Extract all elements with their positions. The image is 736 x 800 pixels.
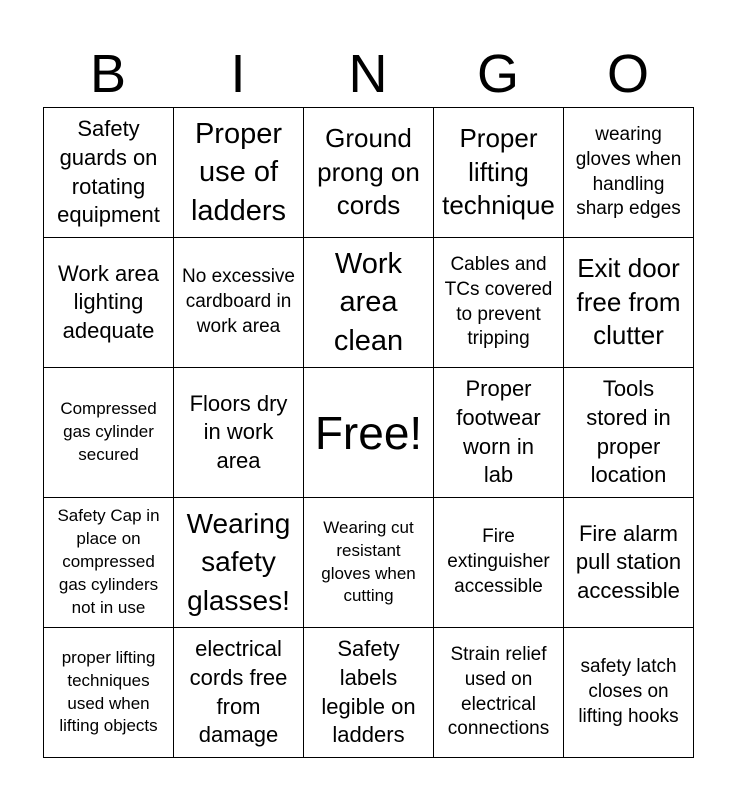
bingo-cell-text: Wearing cut resistant gloves when cutting	[321, 517, 416, 606]
bingo-cell-text: Fire extinguisher accessible	[447, 526, 550, 597]
bingo-cell-text: Cables and TCs covered to prevent tripping	[444, 254, 553, 350]
bingo-cell-r4-c4[interactable]	[434, 498, 564, 628]
bingo-cell-r2-c3[interactable]	[304, 238, 434, 368]
bingo-cell-r1-c1[interactable]	[44, 108, 174, 238]
header-letter-n: N	[348, 44, 388, 104]
header-letter-i: I	[230, 44, 246, 104]
bingo-cell-r5-c2[interactable]	[174, 628, 304, 758]
bingo-cell-r4-c5[interactable]	[564, 498, 694, 628]
bingo-cell-text: wearing gloves when handling sharp edges	[575, 124, 682, 220]
bingo-cell-r1-c2[interactable]	[174, 108, 304, 238]
bingo-cell-r2-c4[interactable]	[434, 238, 564, 368]
bingo-cell-text: Work area lighting adequate	[57, 260, 160, 343]
bingo-cell-r4-c2[interactable]	[174, 498, 304, 628]
bingo-cell-r1-c5[interactable]	[564, 108, 694, 238]
bingo-cell-text: Safety labels legible on ladders	[321, 636, 416, 748]
bingo-cell-text: Tools stored in proper location	[586, 376, 671, 488]
bingo-cell-text: Wearing safety glasses!	[186, 507, 291, 616]
bingo-cell-r3-c3[interactable]	[304, 368, 434, 498]
bingo-cell-text: Exit door free from clutter	[576, 252, 681, 351]
bingo-cell-r3-c1[interactable]	[44, 368, 174, 498]
bingo-cell-r4-c3[interactable]	[304, 498, 434, 628]
bingo-cell-r2-c2[interactable]	[174, 238, 304, 368]
bingo-cell-text: Strain relief used on electrical connections	[447, 644, 550, 740]
bingo-cell-r1-c3[interactable]	[304, 108, 434, 238]
bingo-cell-r4-c1[interactable]	[44, 498, 174, 628]
bingo-cell-r5-c1[interactable]	[44, 628, 174, 758]
bingo-cell-r3-c2[interactable]	[174, 368, 304, 498]
bingo-cell-text: proper lifting techniques used when lifting objects	[59, 647, 158, 736]
header-letter-g: G	[476, 44, 519, 104]
bingo-cell-text: Safety guards on rotating equipment	[57, 116, 160, 228]
bingo-cell-r5-c3[interactable]	[304, 628, 434, 758]
bingo-cell-text: Fire alarm pull station accessible	[575, 520, 682, 603]
bingo-cell-text: Compressed gas cylinder secured	[60, 399, 157, 464]
bingo-cell-text: safety latch closes on lifting hooks	[578, 656, 679, 727]
bingo-cell-r2-c1[interactable]	[44, 238, 174, 368]
bingo-cell-text: Proper lifting technique	[442, 122, 555, 221]
bingo-cell-r3-c5[interactable]	[564, 368, 694, 498]
bingo-cell-text: Work area clean	[333, 248, 404, 357]
bingo-cell-text: Floors dry in work area	[189, 390, 288, 473]
bingo-header	[43, 40, 693, 108]
bingo-cell-text: Proper footwear worn in lab	[456, 376, 541, 488]
bingo-card-grid	[43, 107, 694, 758]
bingo-cell-text: No excessive cardboard in work area	[182, 266, 295, 337]
bingo-cell-r3-c4[interactable]	[434, 368, 564, 498]
header-letter-o: O	[606, 44, 649, 104]
bingo-cell-text: Proper use of ladders	[190, 118, 287, 227]
header-letter-b: B	[89, 44, 127, 104]
free-space-label: Free!	[314, 406, 423, 459]
bingo-cell-r5-c4[interactable]	[434, 628, 564, 758]
bingo-cell-text: electrical cords free from damage	[189, 636, 288, 748]
bingo-cell-r2-c5[interactable]	[564, 238, 694, 368]
bingo-cell-r1-c4[interactable]	[434, 108, 564, 238]
bingo-cell-r5-c5[interactable]	[564, 628, 694, 758]
bingo-cell-text: Safety Cap in place on compressed gas cylinders not in use	[57, 506, 160, 617]
bingo-cell-text: Ground prong on cords	[317, 122, 420, 221]
